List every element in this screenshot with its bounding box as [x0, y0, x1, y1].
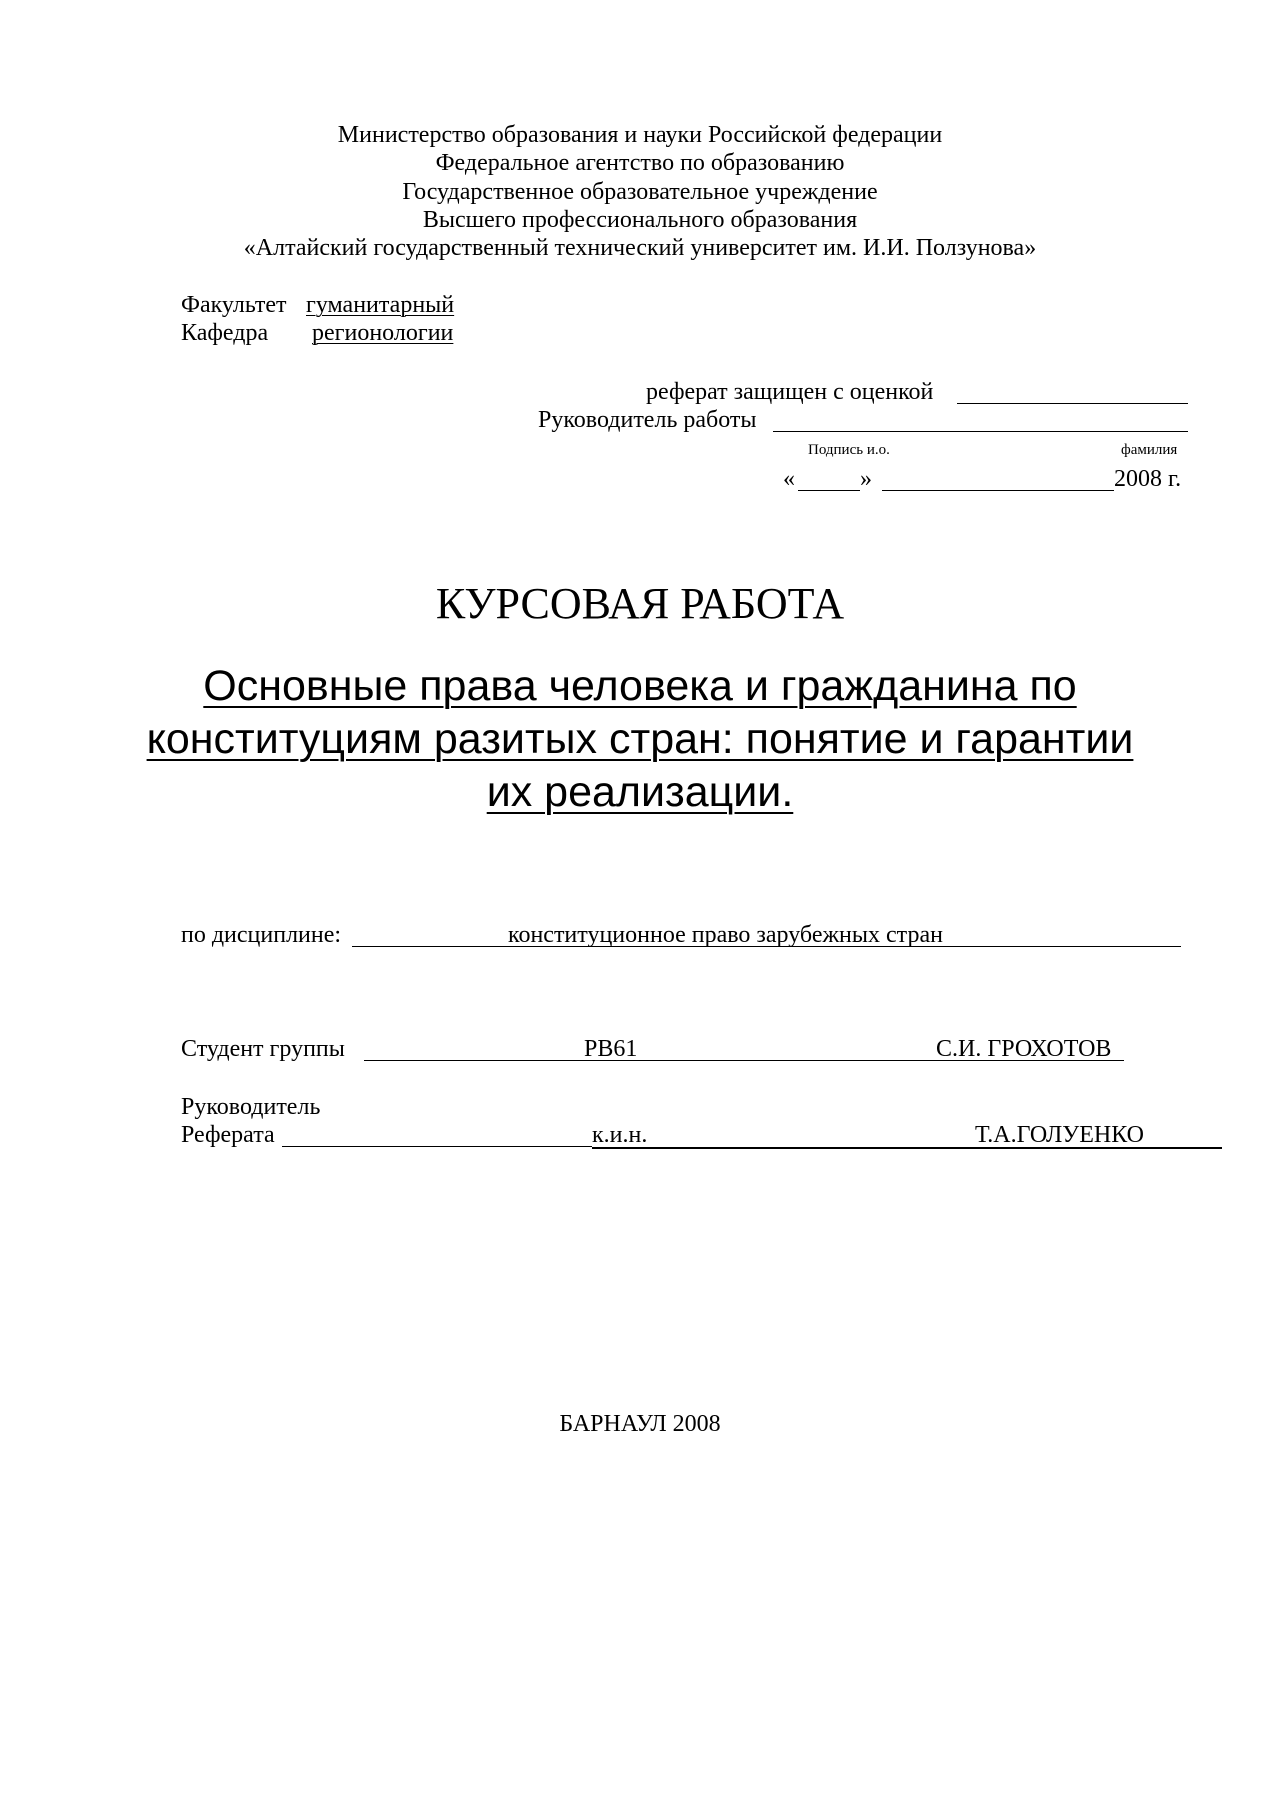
university-name-line: «Алтайский государственный технический университет им. И.И. Ползунова» — [243, 235, 1037, 261]
topic-line-2: конституциям разитых стран: понятие и гарантии — [146, 715, 1134, 763]
city-year: БАРНАУЛ 2008 — [559, 1411, 721, 1437]
education-level-line: Высшего профессионального образования — [422, 207, 858, 233]
agency-line: Федеральное агентство по образованию — [435, 150, 845, 176]
signature-caption: Подпись и.о. — [808, 442, 890, 458]
supervisor-work-label: Руководитель работы — [538, 407, 757, 433]
department-value: регионологии — [312, 320, 454, 346]
student-name: С.И. ГРОХОТОВ — [936, 1036, 1112, 1062]
date-day-line — [798, 490, 860, 491]
document-title: КУРСОВАЯ РАБОТА — [435, 579, 845, 628]
discipline-label: по дисциплине: — [181, 922, 342, 948]
date-quote-open: « — [783, 466, 795, 492]
grade-blank-line — [957, 403, 1188, 404]
topic-line-3: их реализации. — [486, 768, 794, 816]
supervisor-label-line1: Руководитель — [181, 1094, 321, 1120]
date-year: 2008 г. — [1114, 466, 1182, 492]
institution-type-line: Государственное образовательное учреждение — [402, 179, 878, 205]
supervisor-degree: к.и.н. — [592, 1122, 648, 1148]
supervisor-label-line2: Реферата — [181, 1122, 275, 1148]
date-quote-close: » — [860, 466, 872, 492]
date-month-line — [882, 490, 1114, 491]
surname-caption: фамилия — [1121, 442, 1178, 458]
ministry-line: Министерство образования и науки Российской федерации — [337, 122, 943, 148]
supervisor-name: Т.А.ГОЛУЕНКО — [975, 1122, 1145, 1148]
discipline-value: конституционное право зарубежных стран — [508, 922, 943, 948]
student-group-label: Студент группы — [181, 1036, 345, 1062]
topic-line-1: Основные права человека и гражданина по — [203, 662, 1077, 710]
student-group-value: РВ61 — [584, 1036, 638, 1062]
supervisor-signature-line — [773, 431, 1188, 432]
department-label: Кафедра — [181, 320, 269, 346]
defended-label: реферат защищен с оценкой — [646, 379, 934, 405]
faculty-label: Факультет — [181, 292, 287, 318]
supervisor-left-line — [282, 1146, 592, 1147]
faculty-value: гуманитарный — [306, 292, 455, 318]
